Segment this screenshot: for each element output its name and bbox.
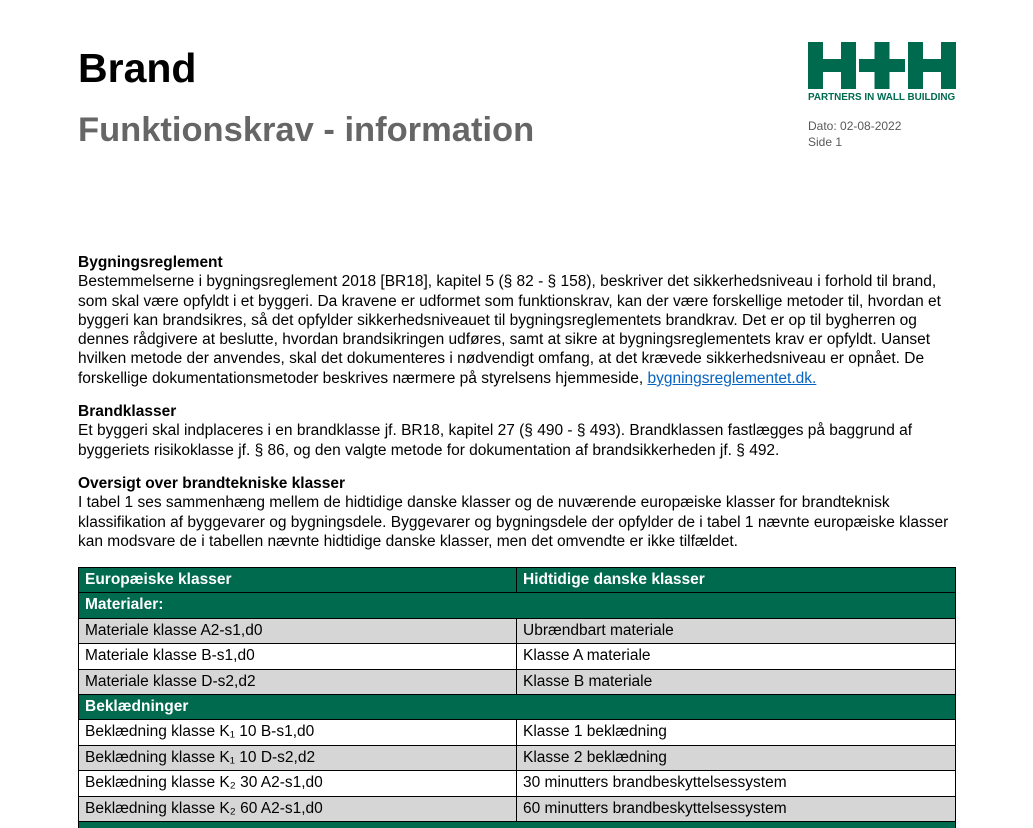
paragraph-line: byggeri kan brandsikres, så det opfylder sikkerhedsniveauet til bygningsreglementets brandkrav. Det er op til bygherren og bbox=[78, 311, 917, 329]
table-group-row-cut-off bbox=[79, 822, 955, 828]
table-row bbox=[79, 644, 955, 669]
paragraph-line-with-link bbox=[78, 369, 948, 388]
paragraph-line: kan modsvare de i tabellen nævnte hidtidige danske klasser, men det omvendte er ikke tilfældet. bbox=[78, 532, 738, 550]
document-date: Dato: 02-08-2022 bbox=[808, 119, 902, 133]
bygningsreglementet-link[interactable]: bygningsreglementet.dk. bbox=[647, 369, 817, 387]
table-row bbox=[79, 670, 955, 695]
group-label: Beklædninger bbox=[85, 697, 189, 715]
cell-european: Materiale klasse B-s1,d0 bbox=[79, 644, 517, 668]
document-title: Brand bbox=[78, 45, 197, 91]
paragraph-line: dennes rådgivere at beslutte, hvordan brandsikringen udføres, samt at sikre at bygningsreglementets krav er opfyldt. Uanset bbox=[78, 331, 931, 349]
paragraph-line: byggeriets risikoklasse jf. § 86, og den valgte metode for dokumentation af brandsikkerheden jf. § 492. bbox=[78, 441, 780, 459]
paragraph-line-text: forskellige dokumentationsmetoder beskrives nærmere på styrelsens hjemmeside, bbox=[78, 369, 644, 387]
table-row bbox=[79, 771, 955, 796]
paragraph-line: I tabel 1 ses sammenhæng mellem de hidtidige danske klasser og de nuværende europæiske klasser for brandteknisk bbox=[78, 494, 890, 512]
section-oversigt bbox=[78, 474, 948, 551]
column-header-danish: Hidtidige danske klasser bbox=[523, 571, 705, 588]
document-body bbox=[78, 253, 948, 565]
column-header-european: Europæiske klasser bbox=[79, 568, 517, 592]
document-subtitle: Funktionskrav - information bbox=[78, 111, 535, 149]
paragraph-line: klassifikation af byggevarer og bygningsdele. Byggevarer og bygningsdele der opfylder de i tabel 1 nævnte europæiske klasser bbox=[78, 513, 949, 531]
section-brandklasser bbox=[78, 402, 948, 460]
paragraph-line: Bestemmelserne i bygningsreglement 2018 [BR18], kapitel 5 (§ 82 - § 158), beskriver det sikkerhedsniveau i forhold til brand, bbox=[78, 273, 937, 291]
table-row bbox=[79, 797, 955, 822]
cell-european: Materiale klasse D-s2,d2 bbox=[79, 670, 517, 694]
document-meta bbox=[808, 118, 901, 150]
cell-danish: Klasse 2 beklædning bbox=[523, 748, 667, 766]
cell-danish: 30 minutters brandbeskyttelsessystem bbox=[523, 774, 787, 792]
cell-danish: Klasse A materiale bbox=[523, 647, 651, 665]
table-group-row bbox=[79, 695, 955, 720]
cell-european: Materiale klasse A2-s1,d0 bbox=[79, 619, 517, 643]
table-header-row bbox=[79, 568, 955, 593]
paragraph-line: Et byggeri skal indplaceres i en brandklasse jf. BR18, kapitel 27 (§ 490 - § 493). Brandklassen fastlægges på baggrund af bbox=[78, 422, 913, 440]
cell-danish: Ubrændbart materiale bbox=[523, 621, 674, 639]
page-number: Side 1 bbox=[808, 135, 843, 149]
cell-european: Beklædning klasse K₂ 60 A2-s1,d0 bbox=[79, 797, 517, 821]
paragraph-line: som skal være opfyldt i et byggeri. Da kravene er udformet som funktionskrav, kan der være forskellige metoder til, hvordan et bbox=[78, 292, 941, 310]
section-heading: Brandklasser bbox=[78, 403, 177, 421]
cell-danish: 60 minutters brandbeskyttelsessystem bbox=[523, 799, 787, 817]
table-group-row bbox=[79, 593, 955, 618]
section-heading: Bygningsreglement bbox=[78, 254, 223, 271]
cell-danish: Klasse 1 beklædning bbox=[523, 723, 667, 741]
table-row bbox=[79, 720, 955, 745]
paragraph-line: hvilken metode der anvendes, skal det dokumenteres i nødvendigt omfang, at det krævede sikkerhedsniveau er opnået. De bbox=[78, 350, 925, 368]
table-row bbox=[79, 619, 955, 644]
logo-tagline: PARTNERS IN WALL BUILDING bbox=[808, 92, 956, 103]
fire-class-table bbox=[78, 567, 956, 828]
group-label: Materialer: bbox=[85, 596, 164, 614]
cell-european: Beklædning klasse K₁ 10 D-s2,d2 bbox=[79, 746, 517, 770]
section-bygningsreglement bbox=[78, 253, 948, 388]
table-row bbox=[79, 746, 955, 771]
cell-european: Beklædning klasse K₂ 30 A2-s1,d0 bbox=[79, 771, 517, 795]
cell-european: Beklædning klasse K₁ 10 B-s1,d0 bbox=[79, 720, 517, 744]
hh-logo bbox=[808, 42, 956, 89]
section-heading: Oversigt over brandtekniske klasser bbox=[78, 474, 346, 492]
cell-danish: Klasse B materiale bbox=[523, 672, 653, 690]
